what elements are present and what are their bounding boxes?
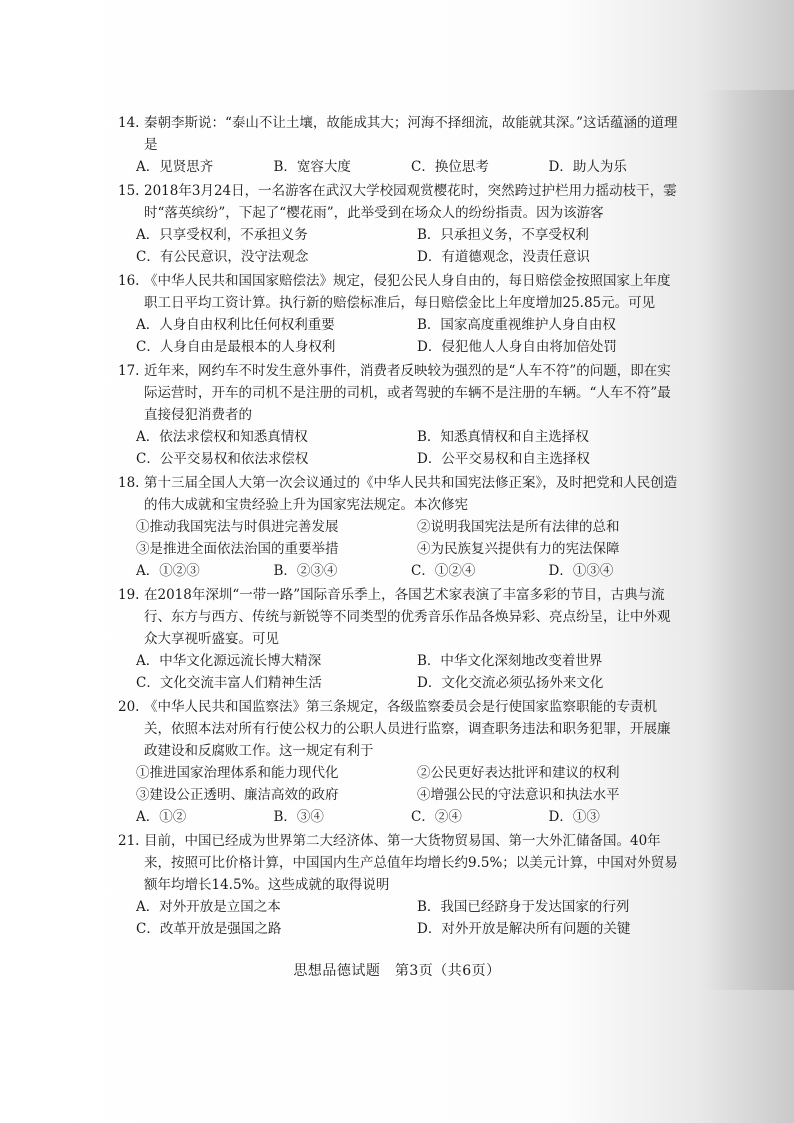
option-a: A．中华文化源远流长博大精深 (136, 653, 322, 669)
page-footer: 思想品德试题 第3页（共6页） (293, 963, 501, 979)
question-number: 19. (118, 587, 140, 603)
question-18 (118, 472, 678, 582)
option-a: A．对外开放是立国之本 (136, 899, 281, 915)
option-d: D．①③④ (548, 563, 614, 579)
question-16 (118, 270, 678, 358)
option-d: D．对外开放是解决所有问题的关键 (417, 921, 631, 937)
option-b: B．宽容大度 (273, 159, 351, 175)
question-text: 第十三届全国人大第一次会议通过的《中华人民共和国宪法修正案》，及时把党和人民创造的伟大成就和宝贵经验上升为国家宪法规定。本次修宪 (144, 475, 678, 513)
question-text: 在2018年深圳“一带一路”国际音乐季上，各国艺术家表演了丰富多彩的节目，古典与流行、东方与西方、传统与新锐等不同类型的优秀音乐作品各焕异彩、亮点纷呈，让中外观众大享视听盛宴。可见 (144, 587, 671, 647)
options (118, 650, 678, 694)
option-d: D．侵犯他人人身自由将加倍处罚 (417, 339, 617, 355)
option-c: C．文化交流丰富人们精神生活 (136, 675, 322, 691)
options (118, 806, 678, 828)
question-number: 18. (118, 475, 140, 491)
option-c: C．公平交易权和依法求偿权 (136, 451, 309, 467)
option-b: B．③④ (273, 809, 324, 825)
question-19 (118, 584, 678, 694)
question-21 (118, 830, 678, 940)
question-text: 目前，中国已经成为世界第二大经济体、第一大货物贸易国、第一大外汇储备国。40年来，按照可比价格计算，中国国内生产总值年均增长约9.5%；以美元计算，中国对外贸易额年均增长14.5%。这些成就的取得说明 (144, 833, 678, 893)
option-d: D．有道德观念，没责任意识 (417, 249, 590, 265)
statement-1: ①推动我国宪法与时俱进完善发展 (136, 519, 339, 535)
question-number: 20. (118, 699, 140, 715)
options (118, 896, 678, 940)
question-text: 秦朝李斯说：“泰山不让土壤，故能成其大；河海不择细流，故能就其深。”这话蕴涵的道理是 (144, 115, 678, 153)
question-number: 14. (118, 115, 140, 131)
option-d: D．文化交流必须弘扬外来文化 (417, 675, 604, 691)
option-d: D．公平交易权和自主选择权 (417, 451, 590, 467)
option-d: D．助人为乐 (548, 159, 627, 175)
option-d: D．①③ (548, 809, 600, 825)
option-c: C．①②④ (411, 563, 476, 579)
statement-4: ④为民族复兴提供有力的宪法保障 (417, 541, 620, 557)
option-c: C．改革开放是强国之路 (136, 921, 282, 937)
option-c: C．人身自由是最根本的人身权利 (136, 339, 336, 355)
statement-2: ②公民更好表达批评和建议的权利 (417, 765, 620, 781)
statements (118, 762, 678, 806)
statement-2: ②说明我国宪法是所有法律的总和 (417, 519, 620, 535)
option-a: A．人身自由权利比任何权利重要 (136, 317, 335, 333)
question-number: 17. (118, 363, 140, 379)
question-14 (118, 112, 678, 178)
option-b: B．只承担义务，不享受权利 (417, 227, 589, 243)
option-b: B．②③④ (273, 563, 338, 579)
question-number: 21. (118, 833, 140, 849)
option-a: A．①②③ (136, 563, 200, 579)
statement-4: ④增强公民的守法意识和执法水平 (417, 787, 620, 803)
option-a: A．依法求偿权和知悉真情权 (136, 429, 308, 445)
question-20 (118, 696, 678, 828)
question-text: 2018年3月24日，一名游客在武汉大学校园观赏樱花时，突然跨过护栏用力摇动枝干，霎时“落英缤纷”，下起了“樱花雨”，此举受到在场众人的纷纷指责。因为该游客 (144, 183, 677, 221)
question-text: 近年来，网约车不时发生意外事件，消费者反映较为强烈的是“人车不符”的问题，即在实际运营时，开车的司机不是注册的司机，或者驾驶的车辆不是注册的车辆。“人车不符”最直接侵犯消费者的 (144, 363, 671, 423)
scan-shadow (704, 90, 794, 990)
option-b: B．知悉真情权和自主选择权 (417, 429, 589, 445)
questions-area (118, 112, 678, 942)
statement-3: ③建设公正透明、廉洁高效的政府 (136, 787, 339, 803)
options (118, 156, 678, 178)
options (118, 426, 678, 470)
question-15 (118, 180, 678, 268)
question-text: 《中华人民共和国国家赔偿法》规定，侵犯公民人身自由的，每日赔偿金按照国家上年度职工日平均工资计算。执行新的赔偿标准后，每日赔偿金比上年度增加25.85元。可见 (144, 273, 671, 311)
option-b: B．中华文化深刻地改变着世界 (417, 653, 603, 669)
question-number: 16. (118, 273, 140, 289)
question-17 (118, 360, 678, 470)
statement-3: ③是推进全面依法治国的重要举措 (136, 541, 339, 557)
option-b: B．国家高度重视维护人身自由权 (417, 317, 616, 333)
option-c: C．有公民意识，没守法观念 (136, 249, 309, 265)
options (118, 224, 678, 268)
option-c: C．②④ (411, 809, 462, 825)
option-a: A．只享受权利，不承担义务 (136, 227, 308, 243)
question-number: 15. (118, 183, 140, 199)
question-text: 《中华人民共和国监察法》第三条规定，各级监察委员会是行使国家监察职能的专责机关，依照本法对所有行使公权力的公职人员进行监察，调查职务违法和职务犯罪，开展廉政建设和反腐败工作。这一规定有利于 (144, 699, 671, 759)
option-b: B．我国已经跻身于发达国家的行列 (417, 899, 630, 915)
statement-1: ①推进国家治理体系和能力现代化 (136, 765, 339, 781)
statements (118, 516, 678, 560)
options (118, 560, 678, 582)
option-a: A．见贤思齐 (136, 159, 214, 175)
options (118, 314, 678, 358)
option-a: A．①② (136, 809, 187, 825)
option-c: C．换位思考 (411, 159, 489, 175)
